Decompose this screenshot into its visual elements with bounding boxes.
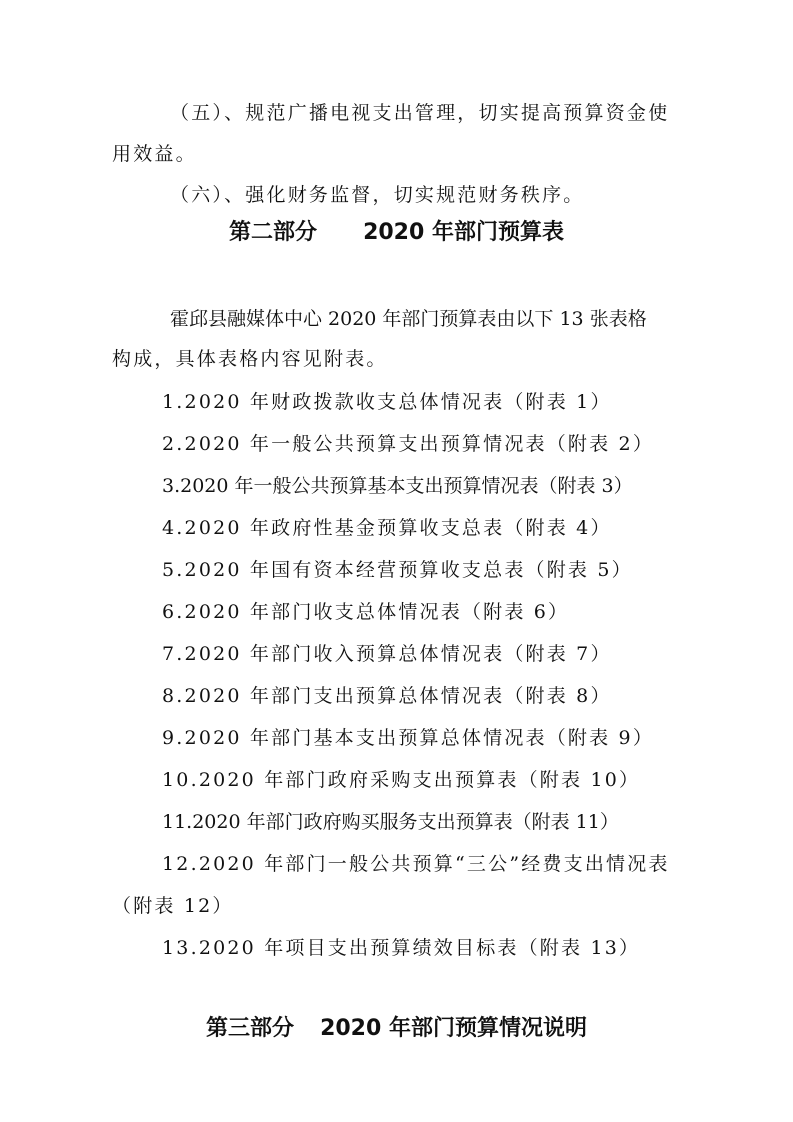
table-list-item: 11.2020 年部门政府购买服务支出预算表（附表 11） [162,811,619,833]
table-list-item: 2.2020 年一般公共预算支出预算情况表（附表 2） [162,433,655,455]
part-2-heading [0,218,793,248]
table-list-item: 6.2020 年部门收支总体情况表（附表 6） [162,601,570,623]
part-2-description-line-2: 构成，具体表格内容见附表。 [112,348,388,370]
paragraph-item-5-line-1: （五）、规范广播电视支出管理，切实提高预算资金使 [170,102,670,124]
paragraph-item-5-line-2: 用效益。 [112,143,197,165]
part-2-title: 2020 年部门预算表 [363,220,564,245]
part-2-description-line-1: 霍邱县融媒体中心 2020 年部门预算表由以下 13 张表格 [170,308,647,330]
table-list-item: 12.2020 年部门一般公共预算“三公”经费支出情况表 [162,853,670,875]
table-list-item: 9.2020 年部门基本支出预算总体情况表（附表 9） [162,727,655,749]
part-3-title: 2020 年部门预算情况说明 [320,1016,587,1041]
table-list-item: 1.2020 年财政拨款收支总体情况表（附表 1） [162,391,612,413]
table-list-item: 3.2020 年一般公共预算基本支出预算情况表（附表 3） [162,475,633,497]
paragraph-item-6: （六）、强化财务监督，切实规范财务秩序。 [170,184,585,206]
part-2-label: 第二部分 [229,220,318,245]
table-list-item: 5.2020 年国有资本经营预算收支总表（附表 5） [162,559,633,581]
table-list-item-continuation: （附表 12） [112,895,234,917]
part-3-heading [0,1014,793,1044]
table-list-item: 8.2020 年部门支出预算总体情况表（附表 8） [162,685,612,707]
table-list-item: 4.2020 年政府性基金预算收支总表（附表 4） [162,517,612,539]
table-list-item: 10.2020 年部门政府采购支出预算表（附表 10） [162,769,641,791]
table-list-item: 7.2020 年部门收入预算总体情况表（附表 7） [162,643,612,665]
table-list-item: 13.2020 年项目支出预算绩效目标表（附表 13） [162,937,641,959]
part-3-label: 第三部分 [206,1016,295,1041]
